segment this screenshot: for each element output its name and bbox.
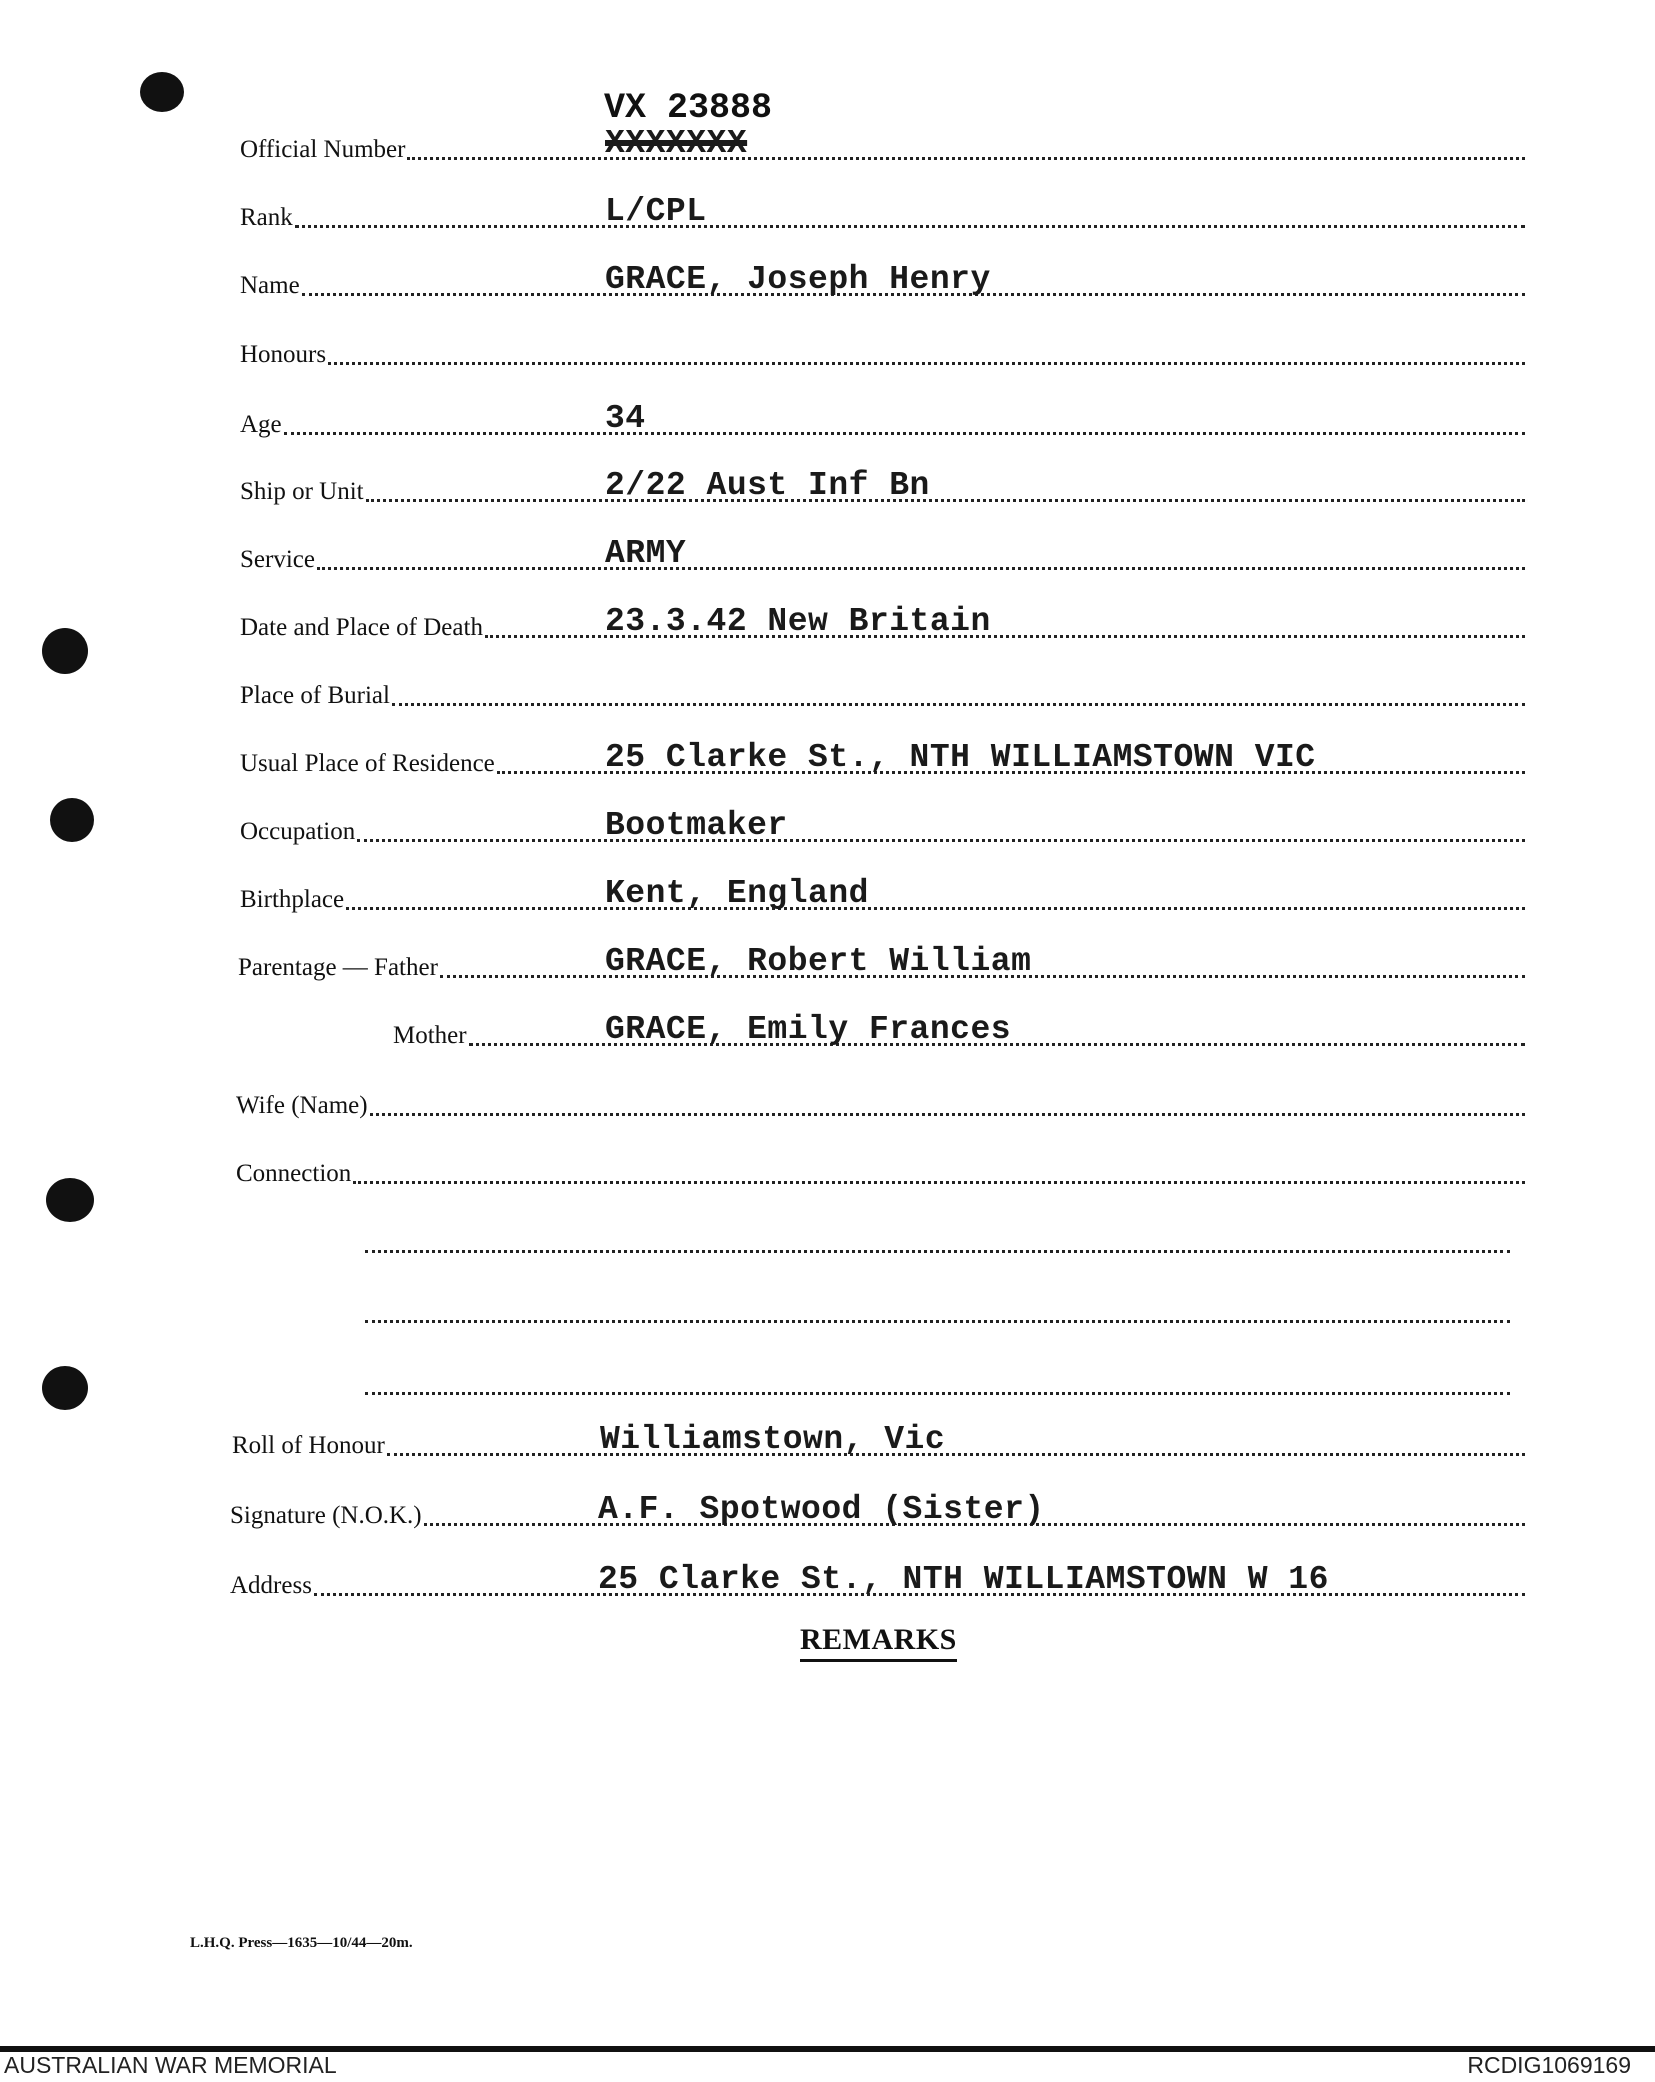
remarks-heading: REMARKS <box>800 1623 957 1662</box>
row-rank <box>240 193 1525 236</box>
place-of-burial-label: Place of Burial <box>240 682 390 709</box>
row-ship-or-unit <box>240 467 1525 510</box>
service-label: Service <box>240 546 315 573</box>
row-wife <box>236 1084 1525 1124</box>
row-mother <box>240 1011 1525 1054</box>
row-service <box>240 535 1525 578</box>
footer-record-id: RCDIG1069169 <box>1467 2052 1631 2078</box>
punch-hole <box>42 1366 88 1410</box>
row-usual-residence <box>240 739 1525 782</box>
signature-nok-value: A.F. Spotwood (Sister) <box>598 1491 1045 1528</box>
row-date-place-death <box>240 603 1525 646</box>
name-label: Name <box>240 272 300 299</box>
age-label: Age <box>240 411 282 438</box>
row-connection <box>236 1152 1525 1192</box>
connection-label: Connection <box>236 1160 352 1187</box>
honours-label: Honours <box>240 341 327 368</box>
signature-nok-label: Signature (N.O.K.) <box>230 1502 422 1529</box>
mother-value: GRACE, Emily Frances <box>605 1011 1012 1048</box>
official-number-value: XXXXXXX <box>605 125 748 162</box>
row-age <box>240 400 1525 443</box>
connection-blank-line <box>365 1392 1510 1395</box>
ship-or-unit-value: 2/22 Aust Inf Bn <box>605 467 930 504</box>
row-place-of-burial <box>240 674 1525 714</box>
roll-of-honour-label: Roll of Honour <box>232 1432 385 1459</box>
row-name <box>240 261 1525 304</box>
service-value: ARMY <box>605 535 687 572</box>
age-value: 34 <box>605 400 646 437</box>
occupation-value: Bootmaker <box>605 807 788 844</box>
address-label: Address <box>230 1572 312 1599</box>
date-place-death-value: 23.3.42 New Britain <box>605 603 991 640</box>
father-value: GRACE, Robert William <box>605 943 1032 980</box>
row-address <box>230 1561 1525 1604</box>
ship-or-unit-label: Ship or Unit <box>240 478 364 505</box>
row-honours <box>240 333 1525 373</box>
punch-hole <box>46 1178 94 1222</box>
row-occupation <box>240 807 1525 850</box>
usual-residence-label: Usual Place of Residence <box>240 750 495 777</box>
row-father <box>238 943 1525 986</box>
birthplace-label: Birthplace <box>240 886 345 913</box>
date-place-death-label: Date and Place of Death <box>240 614 483 641</box>
row-official-number <box>240 125 1525 168</box>
rank-label: Rank <box>240 204 293 231</box>
punch-hole <box>140 72 184 112</box>
occupation-label: Occupation <box>240 818 356 845</box>
wife-label: Wife (Name) <box>236 1092 368 1119</box>
birthplace-value: Kent, England <box>605 875 869 912</box>
footer-archive-name: AUSTRALIAN WAR MEMORIAL <box>4 2052 337 2078</box>
row-signature-nok <box>230 1491 1525 1534</box>
punch-hole <box>42 628 88 674</box>
official-number-label: Official Number <box>240 136 406 163</box>
official-number-top: VX 23888 <box>604 88 773 128</box>
printer-imprint: L.H.Q. Press—1635—10/44—20m. <box>190 1935 413 1951</box>
connection-blank-line <box>365 1250 1510 1253</box>
punch-hole <box>50 798 94 842</box>
connection-blank-line <box>365 1320 1510 1323</box>
father-label: Parentage — Father <box>238 954 438 981</box>
rank-value: L/CPL <box>605 193 707 230</box>
name-value: GRACE, Joseph Henry <box>605 261 991 298</box>
row-roll-of-honour <box>232 1421 1525 1464</box>
usual-residence-value: 25 Clarke St., NTH WILLIAMSTOWN VIC <box>605 739 1316 776</box>
address-value: 25 Clarke St., NTH WILLIAMSTOWN W 16 <box>598 1561 1329 1598</box>
roll-of-honour-value: Williamstown, Vic <box>600 1421 946 1458</box>
row-birthplace <box>240 875 1525 918</box>
mother-label: Mother <box>393 1022 467 1049</box>
